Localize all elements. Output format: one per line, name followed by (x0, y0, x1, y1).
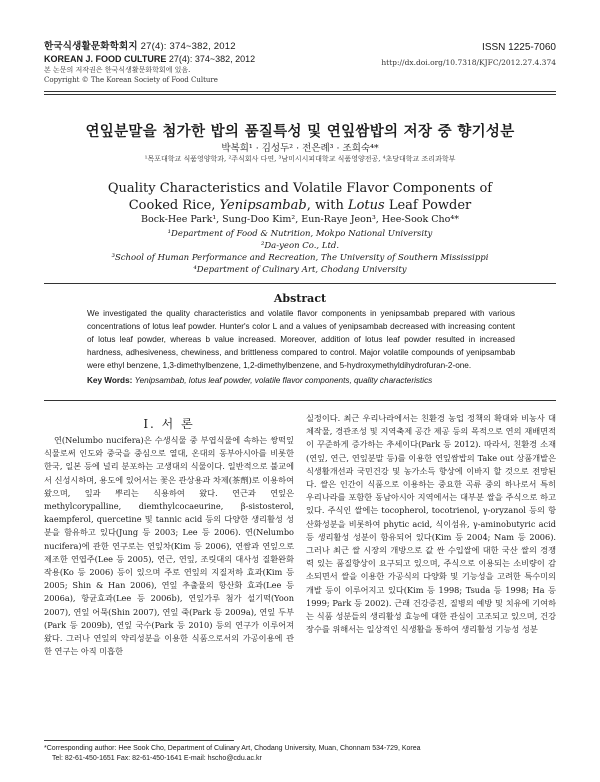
abstract-divider (44, 283, 556, 284)
title-english (0, 180, 600, 214)
abstract-heading: Abstract (273, 292, 327, 305)
authors-korean: 박복희¹ · 김성두² · 전은례³ · 조희숙⁴* (221, 143, 379, 154)
affiliation-3: ³School of Human Performance and Recreation, The University of Southern Mississippi (111, 253, 489, 263)
title-english-line1: Quality Characteristics and Volatile Flavor Components of (107, 181, 493, 196)
body-column-left: 연(Nelumbo nucifera)은 수생식물 중 부엽식물에 속하는 쌍떡잎식물로써 인도와 중국을 중심으로 열대, 온대의 동부아시아를 비롯한 한국, 일본 등에 널리 분포하는 고생대의 식물이다. 일반적으로 불교에서 신성시하며, 용도에 있어서는 꽃은 관상용과 차제(茶劑)로 이용하여 왔으며, 잎과 뿌리는 식용하여 왔다. 연근과 연잎은 methylcorypalline, diemthylcocaeurine, β-sistosterol, kaempferol, quercetine 및 tannic acid 등의 다양한 생리활성 성분을 함유하고 있다(Jung 등 2003; Lee 등 2006). 연(Nelumbo nucifera)에 관한 연구로는 연잎차(Kim 등 2006), 연쌈과 연잎으로 제조한 연엽주(Lee 등 2005), 연근, 연잎, 조릿대의 대사성 질환완화 작용(Ko 등 2006) 등이 있으며 주로 연잎의 지질저하 효과(Kim 등 2005; Shin & Han 2006), 연잎 추출물의 항산화 효과(Lee 등 2006a), 항균효과(Lee 등 2006b), 연잎가루 첨가 설기떡(Yoon 2007), 연잎 어묵(Shin 2007), 연잎 죽(Park 등 2009a), 연잎 두부(Park 등 2009b), 연잎 국수(Park 등 2010) 등의 연구가 이루어져왔다. 그러나 연잎의 약리성분을 이용한 식품으로서의 가공이용에 관한 연구는 아직 미흡한 (44, 435, 294, 657)
affiliations-english (0, 228, 600, 276)
title-english-line2: Cooked Rice, Yenipsambab, with Lotus Leaf Powder (128, 198, 472, 213)
header-divider (44, 91, 556, 92)
title-korean: 연잎분말을 첨가한 밥의 품질특성 및 연잎쌈밥의 저장 중 향기성분 (85, 123, 515, 140)
header-divider-2 (44, 94, 556, 95)
keywords-list: Yenipsambab, lotus leaf powder, volatile flavor components, quality characteristics (134, 376, 433, 385)
keywords (87, 376, 527, 385)
body-column-right: 실정이다. 최근 우리나라에서는 친환경 농업 정책의 확대와 비농사 대체작물, 경관조성 및 지역축제 공간 제공 등의 목적으로 연의 재배면적이 꾸준하게 증가하는 추세이다(Park 등 2012). 따라서, 친환경 소재(연잎, 연근, 연잎분말 등)를 이용한 연잎쌈밥의 Take out 상품개발은 식생활개선과 국민건강 및 농가소득 향상에 이바지 할 것으로 전망된다. 쌀은 인간이 식품으로 이용하는 중요한 곡류 중의 하나로서 특히 우리나라를 포함한 동남아시아 지역에서는 대부분 쌀을 주식으로 하고 있다. 주식인 쌀에는 tocopherol, tocotrienol, γ-oryzanol 등의 항산화성분을 비롯하여 phytic acid, 식이섬유, γ-aminobutyric acid 등 생리활성 성분이 함유되어 있다(Kim 등 2004; Nam 등 2006). 그러나 최근 쌀 시장의 개방으로 값 싼 수입쌀에 대한 국산 쌀의 경쟁력 있는 품질향상이 요구되고 있으며, 주식으로 이용되는 소비량이 감소되면서 쌀을 이용한 가공식의 다양화 및 기능성을 고려한 특수미의 개발 등이 이루어지고 있다(Kim 등 1998; Tsuda 등 1998; Ha 등 1999; Park 등 2002). 근래 건강증진, 질병의 예방 및 치유에 기여하는 식품 성분들의 생리활성 효능에 대한 관심이 고조되고 있으며, 건강 장수를 위해서는 일상적인 식생활을 통하여 생리활성 기능성 성분 (306, 413, 556, 635)
journal-name-en: KOREAN J. FOOD CULTURE (44, 54, 167, 64)
affiliation-4: ⁴Department of Culinary Art, Chodang University (193, 265, 407, 275)
journal-header (44, 41, 344, 85)
journal-volume-en: 27(4): 374~382, 2012 (168, 54, 256, 64)
authors-english: Bock-Hee Park¹, Sung-Doo Kim², Eun-Raye Jeon³, Hee-Sook Cho⁴* (141, 214, 459, 225)
body-divider (44, 400, 556, 401)
affiliation-2: ²Da-yeon Co., Ltd. (260, 241, 340, 251)
journal-name-ko: 한국식생활문화학회지 (44, 41, 138, 52)
abstract-text: We investigated the quality characteristics and volatile flavor components in yenipsambab prepared with various concentrations of lotus leaf powder. Hunter's color L and a values of yenipsambab decreased with increasing content of lotus leaf powder, whereas b value increased. Moreover, addition of lotus leaf powder resulted in increased hardness, adhesiveness, chewiness, and brittleness compared to control. Major volatile compounds of yenipsambab were ethyl benzene, 1,3-dimethylbenzene, 1,2-dimethylbenzene, and 5-hydroxymethyldihydrofuran-2-one. (87, 309, 515, 370)
copyright-line: Copyright © The Korean Society of Food Culture (44, 76, 218, 84)
copyright-notice: 본 논문의 저작권은 한국식생활문화학회에 있음. (44, 66, 191, 74)
footnote-author: *Corresponding author: Hee Sook Cho, Department of Culinary Art, Chodang University, Muan, Chonnam 534-729, Korea (44, 745, 421, 752)
journal-volume-ko: 27(4): 374~382, 2012 (140, 41, 236, 52)
section-heading-introduction: I. 서 론 (143, 417, 195, 431)
corresponding-author-footnote (44, 744, 556, 764)
affiliations-korean: ¹목포대학교 식품영양학과, ²주식회사 다연, ³남미시시피대학교 식품영양전공, ⁴초당대학교 조리과학부 (144, 155, 456, 163)
affiliation-1: ¹Department of Food & Nutrition, Mokpo National University (167, 229, 433, 239)
issn: ISSN 1225-7060 (482, 42, 556, 53)
issn-block (381, 41, 556, 69)
doi-link[interactable]: http://dx.doi.org/10.7318/KJFC/2012.27.4.374 (381, 58, 556, 67)
footnote-contact: Tel: 82-61-450-1651 Fax: 82-61-450-1641 E-mail: hscho@cdu.ac.kr (52, 755, 262, 762)
footnote-divider (44, 740, 234, 741)
keywords-label: Key Words: (87, 376, 133, 385)
